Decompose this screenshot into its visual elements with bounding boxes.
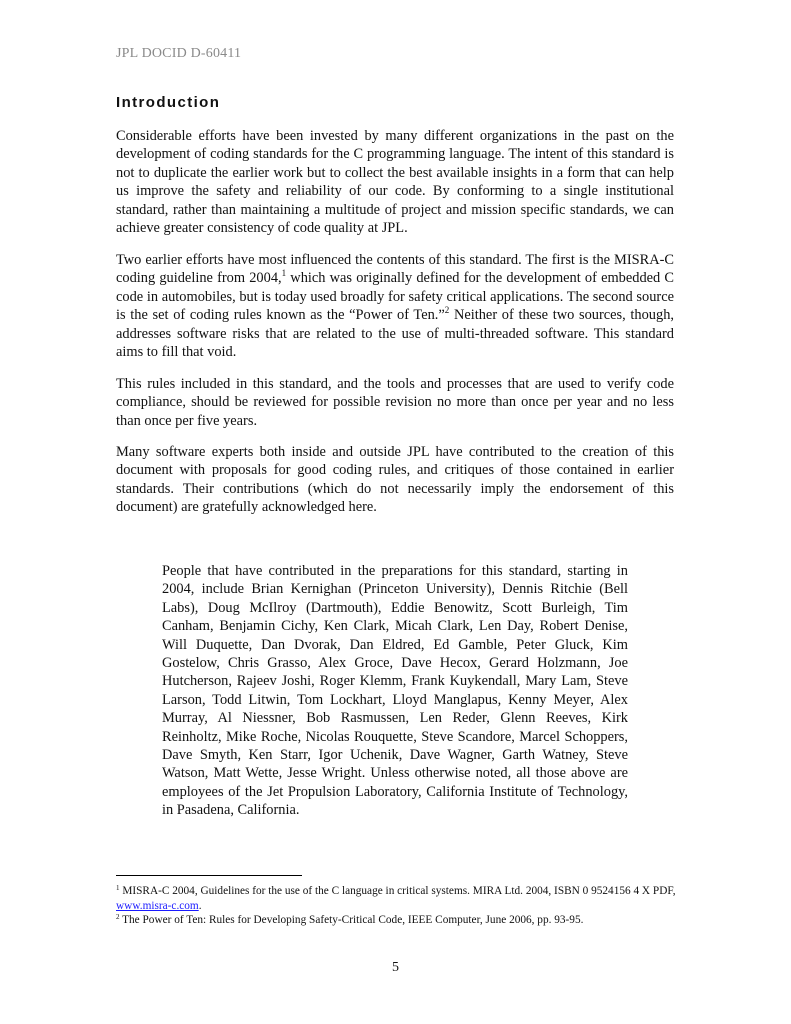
footnote-text: MISRA-C 2004, Guidelines for the use of the C language in critical systems. MIRA Ltd. 2004, ISBN 0 9524156 4 X PDF, bbox=[119, 885, 676, 897]
page-number: 5 bbox=[392, 960, 399, 975]
footnote-text-end: . bbox=[198, 899, 202, 912]
paragraph-intent bbox=[116, 127, 674, 237]
paragraph-review bbox=[116, 375, 674, 430]
document-id-header: JPL DOCID D-60411 bbox=[116, 46, 242, 61]
paragraph-text-part: Neither of these two sources, though, addresses software risks that are related to the use of multi-threaded software. This standard aims to fill that void. bbox=[116, 307, 674, 361]
footnote-2 bbox=[116, 913, 676, 928]
section-heading: Introduction bbox=[116, 94, 221, 111]
paragraph-text: Many software experts both inside and outside JPL have contributed to the creation of this document with proposals for good coding rules, and critiques of those contained in earlier standards. Their contributions (which do not necessarily imply the endorsement of this document) are gratefully acknowledged here. bbox=[116, 444, 674, 516]
paragraph-text: This rules included in this standard, and the tools and processes that are used to verify code compliance, should be reviewed for possible revision no more than once per year and no less than once per five years. bbox=[116, 376, 674, 429]
footnote-ref-1[interactable]: 1 bbox=[281, 268, 287, 279]
footnotes bbox=[116, 884, 676, 928]
misra-link[interactable]: www.misra-c.com bbox=[116, 899, 199, 912]
paragraph-text: Considerable efforts have been invested by many different organizations in the past on the development of coding standards for the C programming language. The intent of this standard is not to duplicate the earlier work but to collect the best available insights in a form that can help us improve the safety and reliability of our code. By conforming to a single institutional standard, rather than maintaining a multitude of project and mission specific standards, we can achieve greater consistency of code quality at JPL. bbox=[116, 128, 674, 237]
footnote-mark-2: 2 bbox=[116, 913, 120, 922]
paragraph-sources bbox=[116, 251, 674, 361]
paragraph-text bbox=[116, 251, 674, 361]
acknowledgement-block: People that have contributed in the preparations for this standard, starting in 2004, include Brian Kernighan (Princeton University), Dennis Ritchie (Bell Labs), Doug McIlroy (Dartmouth), Eddie Benowitz, Scott Burleigh, Tim Canham, Benjamin Cichy, Ken Clark, Micah Clark, Len Day, Robert Denise, Will Duquette, Dan Dvorak, Dan Eldred, Ed Gamble, Peter Gluck, Kim Gostelow, Chris Grasso, Alex Groce, Dave Hecox, Gerard Holzmann, Joe Hutcherson, Rajeev Joshi, Roger Klemm, Frank Kuykendall, Mary Lam, Steve Larson, Todd Litwin, Tom Lockhart, Lloyd Manglapus, Kenny Meyer, Alex Murray, Al Niessner, Bob Rasmussen, Len Reder, Glenn Reeves, Kirk Reinholtz, Mike Roche, Nicolas Rouquette, Steve Scandore, Marcel Schoppers, Dave Smyth, Ken Starr, Igor Uchenik, Dave Wagner, Garth Watney, Steve Watson, Matt Wette, Jesse Wright. Unless otherwise noted, all those above are employees of the Jet Propulsion Laboratory, California Institute of Technology, in Pasadena, California. bbox=[162, 563, 628, 819]
footnote-divider bbox=[116, 875, 302, 876]
footnote-ref-2[interactable]: 2 bbox=[444, 305, 450, 316]
paragraph-contributors bbox=[116, 443, 674, 517]
footnote-1 bbox=[116, 884, 676, 913]
paragraph-text-part: Two earlier efforts have most influenced the contents of this standard. The first is the MISRA-C coding guideline from 2004, bbox=[116, 252, 674, 287]
footnote-text: The Power of Ten: Rules for Developing Safety-Critical Code, IEEE Computer, June 2006, pp. 93-95. bbox=[119, 914, 584, 927]
paragraph-text-part: which was originally defined for the development of embedded C code in automobiles, but is today used broadly for safety critical applications. The second source is the set of coding rules known as the “Power of Ten.” bbox=[116, 270, 674, 324]
footnote-mark-1: 1 bbox=[116, 884, 120, 892]
